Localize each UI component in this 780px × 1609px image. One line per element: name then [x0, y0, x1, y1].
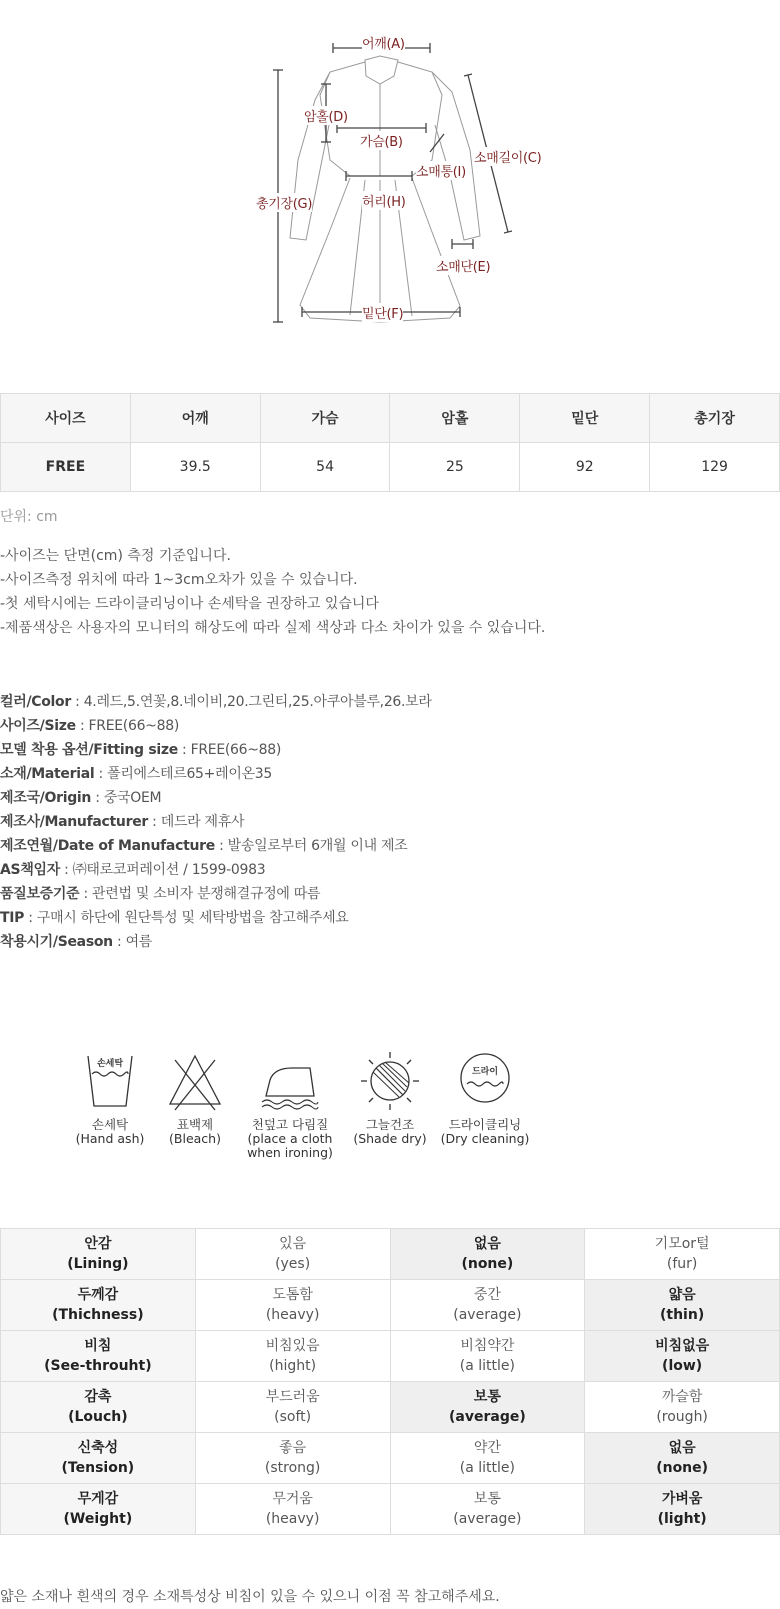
fabric-option [390, 1433, 585, 1484]
spec-value: : 발송일로부터 6개월 이내 제조 [214, 838, 408, 854]
attr-en: (See-throuht) [44, 1358, 152, 1374]
option-en: (yes) [275, 1256, 311, 1272]
attr-ko: 두께감 [77, 1287, 119, 1303]
hand-wash-icon-text: 손세탁 [96, 1059, 124, 1069]
fabric-option-selected [585, 1331, 780, 1382]
option-ko: 얇음 [668, 1287, 696, 1303]
spec-fitting-size [0, 738, 432, 762]
product-specs [0, 690, 432, 954]
attr-en: (Weight) [63, 1511, 133, 1527]
spec-value: : 데드라 제휴사 [148, 814, 245, 830]
care-label: 손세탁 [91, 1117, 129, 1132]
care-shade-dry [345, 1050, 435, 1146]
fabric-option [390, 1484, 585, 1535]
note-line: -제품색상은 사용자의 모니터의 해상도에 따라 실제 색상과 다소 차이가 있을 수 있습니다. [0, 620, 546, 636]
table-row [1, 1229, 780, 1280]
care-label-en: when ironing) [247, 1145, 333, 1160]
shade-dry-icon [357, 1050, 423, 1112]
fabric-attribute [1, 1331, 196, 1382]
option-ko: 보통 [473, 1491, 501, 1507]
spec-value: : ㈜태로코퍼레이션 / 1599-0983 [60, 862, 266, 878]
option-ko: 비침약간 [460, 1338, 515, 1354]
spec-label: 소재/Material [0, 766, 95, 782]
label-waist: 허리(H) [362, 191, 406, 210]
option-en: (strong) [264, 1460, 321, 1476]
option-en: (average) [453, 1511, 522, 1527]
cell-total-length: 129 [650, 443, 780, 492]
spec-date [0, 834, 432, 858]
fabric-option-selected [585, 1280, 780, 1331]
label-total-length: 총기장(G) [256, 193, 312, 212]
fabric-option [585, 1382, 780, 1433]
label-shoulder: 어깨(A) [362, 33, 405, 52]
spec-value: : 여름 [112, 934, 153, 950]
option-en: (hight) [269, 1358, 317, 1374]
table-row [1, 1433, 780, 1484]
fabric-table [0, 1228, 780, 1535]
care-ironing [240, 1050, 340, 1160]
header-armhole: 암홀 [390, 394, 520, 443]
spec-label: 사이즈/Size [0, 718, 76, 734]
option-ko: 부드러움 [265, 1389, 320, 1405]
hand-wash-icon [80, 1050, 140, 1112]
spec-tip [0, 906, 432, 930]
option-en: (thin) [660, 1307, 705, 1323]
fabric-attribute [1, 1433, 196, 1484]
option-ko: 기모or털 [654, 1236, 710, 1252]
spec-manufacturer [0, 810, 432, 834]
spec-material [0, 762, 432, 786]
spec-label: AS책임자 [0, 862, 60, 878]
option-en: (heavy) [265, 1307, 320, 1323]
care-label-en: (Bleach) [169, 1131, 221, 1146]
option-ko: 있음 [279, 1236, 307, 1252]
fabric-option [390, 1331, 585, 1382]
spec-value: : FREE(66~88) [75, 718, 179, 734]
fabric-option-selected [585, 1433, 780, 1484]
fabric-attribute [1, 1280, 196, 1331]
option-en: (rough) [656, 1409, 708, 1425]
note-line: -첫 세탁시에는 드라이클리닝이나 손세탁을 권장하고 있습니다 [0, 596, 379, 612]
header-total-length: 총기장 [650, 394, 780, 443]
cell-armhole: 25 [390, 443, 520, 492]
spec-label: 컬러/Color [0, 694, 71, 710]
spec-season [0, 930, 432, 954]
header-size: 사이즈 [1, 394, 131, 443]
option-ko: 중간 [473, 1287, 501, 1303]
spec-label: 품질보증기준 [0, 886, 80, 902]
cell-shoulder: 39.5 [130, 443, 260, 492]
label-sleeve-length: 소매길이(C) [474, 147, 541, 166]
fabric-option [195, 1433, 390, 1484]
fabric-option [195, 1484, 390, 1535]
option-ko: 도톰함 [272, 1287, 313, 1303]
cell-hem: 92 [520, 443, 650, 492]
option-en: (soft) [274, 1409, 312, 1425]
spec-value: : 4.레드,5.연꽃,8.네이비,20.그린티,25.아쿠아블루,26.보라 [70, 694, 432, 710]
size-table [0, 393, 780, 492]
care-label: 표백제 [176, 1117, 214, 1132]
fabric-option-selected [585, 1484, 780, 1535]
option-en: (a little) [459, 1460, 515, 1476]
label-armhole: 암홀(D) [304, 106, 348, 125]
cell-size: FREE [1, 443, 131, 492]
size-notes [0, 544, 545, 640]
care-label-en: (Hand ash) [75, 1131, 145, 1146]
header-hem: 밑단 [520, 394, 650, 443]
fabric-option [195, 1280, 390, 1331]
unit-note: 단위: cm [0, 509, 58, 525]
spec-label: 모델 착용 옵션/Fitting size [0, 742, 178, 758]
table-row [1, 1484, 780, 1535]
table-row [1, 1331, 780, 1382]
attr-ko: 비침 [84, 1338, 112, 1354]
option-ko: 좋음 [279, 1440, 307, 1456]
fabric-attribute [1, 1229, 196, 1280]
attr-en: (Louch) [68, 1409, 128, 1425]
spec-value: : 구매시 하단에 원단특성 및 세탁방법을 참고해주세요 [24, 910, 349, 926]
spec-origin [0, 786, 432, 810]
see-through-note: 얇은 소재나 흰색의 경우 소재특성상 비침이 있을 수 있으니 이점 꼭 참고해주세요. [0, 1589, 500, 1605]
option-ko: 약간 [473, 1440, 501, 1456]
option-en: (heavy) [265, 1511, 320, 1527]
care-dry-clean [435, 1050, 535, 1146]
option-en: (fur) [666, 1256, 698, 1272]
option-en: (none) [656, 1460, 709, 1476]
note-line: -사이즈측정 위치에 따라 1~3cm오차가 있을 수 있습니다. [0, 572, 358, 588]
option-en: (none) [461, 1256, 514, 1272]
spec-value: : 관련법 및 소비자 분쟁해결규정에 따름 [79, 886, 321, 902]
attr-en: (Tension) [61, 1460, 135, 1476]
care-hand-wash [70, 1050, 150, 1146]
attr-ko: 무게감 [77, 1491, 119, 1507]
spec-quality [0, 882, 432, 906]
spec-size [0, 714, 432, 738]
label-hem: 밑단(F) [362, 303, 403, 322]
attr-ko: 안감 [84, 1236, 112, 1252]
table-row [1, 443, 780, 492]
option-en: (a little) [459, 1358, 515, 1374]
option-en: (average) [449, 1409, 526, 1425]
option-ko: 비침없음 [655, 1338, 710, 1354]
care-label: 드라이클리닝 [448, 1117, 522, 1132]
option-en: (average) [453, 1307, 522, 1323]
no-bleach-icon [165, 1050, 225, 1112]
attr-ko: 신축성 [77, 1440, 119, 1456]
spec-label: 착용시기/Season [0, 934, 113, 950]
option-en: (light) [657, 1511, 707, 1527]
care-bleach [155, 1050, 235, 1146]
spec-color [0, 690, 432, 714]
header-shoulder: 어깨 [130, 394, 260, 443]
care-label-en: (Dry cleaning) [440, 1131, 530, 1146]
spec-label: 제조국/Origin [0, 790, 92, 806]
spec-label: 제조연월/Date of Manufacture [0, 838, 215, 854]
spec-value: : 중국OEM [91, 790, 162, 806]
table-row [1, 1382, 780, 1433]
spec-as [0, 858, 432, 882]
iron-icon [258, 1050, 322, 1112]
attr-en: (Lining) [67, 1256, 129, 1272]
spec-label: 제조사/Manufacturer [0, 814, 148, 830]
label-sleeve-width: 소매통(I) [416, 161, 466, 180]
option-ko: 비침있음 [265, 1338, 320, 1354]
dry-clean-icon-text: 드라이 [471, 1067, 499, 1077]
fabric-attribute [1, 1484, 196, 1535]
label-cuff: 소매단(E) [436, 256, 490, 275]
label-chest: 가슴(B) [360, 131, 403, 150]
measurement-diagram [180, 0, 600, 370]
fabric-option [390, 1280, 585, 1331]
spec-value: : FREE(66~88) [177, 742, 282, 758]
fabric-attribute [1, 1382, 196, 1433]
note-line: -사이즈는 단면(cm) 측정 기준입니다. [0, 548, 231, 564]
fabric-option [195, 1382, 390, 1433]
fabric-option-selected [390, 1229, 585, 1280]
care-label-en: (Shade dry) [353, 1131, 427, 1146]
option-ko: 보통 [473, 1389, 501, 1405]
attr-ko: 감촉 [84, 1389, 112, 1405]
spec-label: TIP [0, 910, 25, 926]
cell-chest: 54 [260, 443, 390, 492]
dry-clean-icon [455, 1050, 515, 1112]
fabric-option-selected [390, 1382, 585, 1433]
fabric-option [195, 1331, 390, 1382]
fabric-option [195, 1229, 390, 1280]
option-ko: 없음 [473, 1236, 501, 1252]
option-ko: 가벼움 [661, 1491, 703, 1507]
size-table-header [1, 394, 780, 443]
care-label: 천덮고 다림질 [251, 1117, 329, 1132]
attr-en: (Thichness) [52, 1307, 144, 1323]
header-chest: 가슴 [260, 394, 390, 443]
option-ko: 까슬함 [661, 1389, 703, 1405]
option-ko: 없음 [668, 1440, 696, 1456]
table-row [1, 1280, 780, 1331]
option-en: (low) [662, 1358, 703, 1374]
care-label-en: (place a cloth [247, 1131, 333, 1146]
option-ko: 무거움 [272, 1491, 313, 1507]
spec-value: : 폴리에스테르65+레이온35 [94, 766, 272, 782]
care-label: 그늘건조 [365, 1117, 415, 1132]
fabric-option [585, 1229, 780, 1280]
